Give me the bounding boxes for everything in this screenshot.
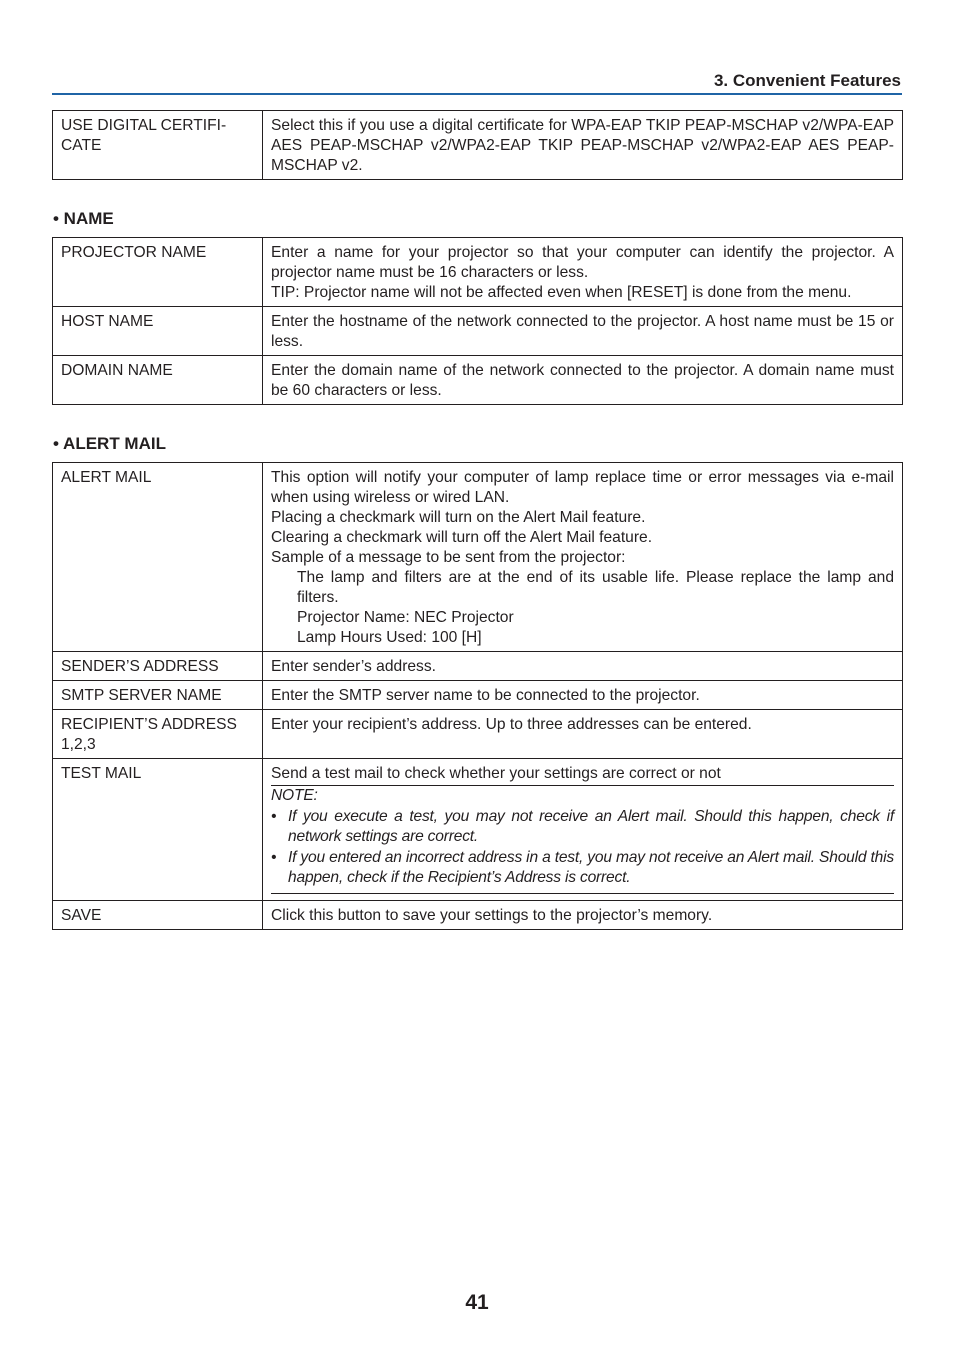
sample-message-line: The lamp and filters are at the end of its usable life. Please replace the lamp and filters. (297, 569, 894, 606)
sample-message-line: Lamp Hours Used: 100 [H] (297, 629, 482, 646)
table-row (53, 307, 903, 356)
row-description: Enter the hostname of the network connected to the projector. A host name must be 15 or less. (263, 307, 903, 356)
row-description: Enter the SMTP server name to be connected to the projector. (263, 681, 903, 710)
description-text: Send a test mail to check whether your settings are correct or not (271, 765, 721, 782)
description-text: Enter a name for your projector so that your computer can identify the projector. A projector name must be 16 characters or less. (271, 244, 894, 281)
row-description: Enter sender’s address. (263, 652, 903, 681)
name-table (52, 237, 903, 405)
description-line: Sample of a message to be sent from the projector: (271, 549, 626, 566)
bullet-icon: • (271, 807, 277, 825)
row-label: SMTP SERVER NAME (53, 681, 263, 710)
certificate-table (52, 110, 903, 180)
page-number: 41 (465, 1291, 489, 1314)
header-rule (52, 93, 902, 95)
table-row (53, 759, 903, 901)
row-label: RECIPIENT’S ADDRESS 1,2,3 (53, 710, 263, 759)
table-row (53, 681, 903, 710)
note-box (271, 785, 894, 894)
tip-text: TIP: Projector name will not be affected even when [RESET] is done from the menu. (271, 284, 852, 301)
sample-message-line: Projector Name: NEC Projector (297, 609, 514, 626)
chapter-title: 3. Convenient Features (713, 71, 901, 90)
note-item (271, 807, 894, 848)
table-row (53, 710, 903, 759)
row-label: DOMAIN NAME (53, 356, 263, 405)
table-row (53, 652, 903, 681)
table-row (53, 111, 903, 180)
bullet-icon: • (271, 848, 277, 866)
row-label: TEST MAIL (53, 759, 263, 901)
table-row (53, 356, 903, 405)
row-label: ALERT MAIL (53, 463, 263, 652)
row-description (263, 238, 903, 307)
row-label: USE DIGITAL CERTIFI-CATE (53, 111, 263, 180)
row-description: Click this button to save your settings to the projector’s memory. (263, 900, 903, 929)
row-description: Enter the domain name of the network connected to the projector. A domain name must be 60 characters or less. (263, 356, 903, 405)
description-line: Placing a checkmark will turn on the Alert Mail feature. (271, 509, 646, 526)
row-label: SAVE (53, 900, 263, 929)
note-text: If you execute a test, you may not receive an Alert mail. Should this happen, check if network settings are correct. (288, 807, 894, 845)
row-description (263, 463, 903, 652)
row-description: Select this if you use a digital certificate for WPA-EAP TKIP PEAP-MSCHAP v2/WPA-EAP AES PEAP-MSCHAP v2/WPA2-EAP TKIP PEAP-MSCHAP v2/WPA2-EAP AES PEAP-MSCHAP v2. (263, 111, 903, 180)
row-label: SENDER’S ADDRESS (53, 652, 263, 681)
table-row (53, 238, 903, 307)
section-title-name: • NAME (53, 209, 114, 228)
table-row (53, 463, 903, 652)
note-text: If you entered an incorrect address in a test, you may not receive an Alert mail. Should this happen, check if the Recipient’s Address is correct. (288, 848, 894, 886)
alert-mail-table (52, 462, 903, 930)
description-line: This option will notify your computer of lamp replace time or error messages via e-mail when using wireless or wired LAN. (271, 469, 894, 506)
row-description: Enter your recipient’s address. Up to three addresses can be entered. (263, 710, 903, 759)
row-description (263, 759, 903, 901)
table-row (53, 900, 903, 929)
note-item (271, 848, 894, 889)
description-line: Clearing a checkmark will turn off the Alert Mail feature. (271, 529, 653, 546)
row-label: HOST NAME (53, 307, 263, 356)
section-title-alert-mail: • ALERT MAIL (53, 434, 166, 453)
note-label: NOTE: (271, 787, 318, 804)
row-label: PROJECTOR NAME (53, 238, 263, 307)
